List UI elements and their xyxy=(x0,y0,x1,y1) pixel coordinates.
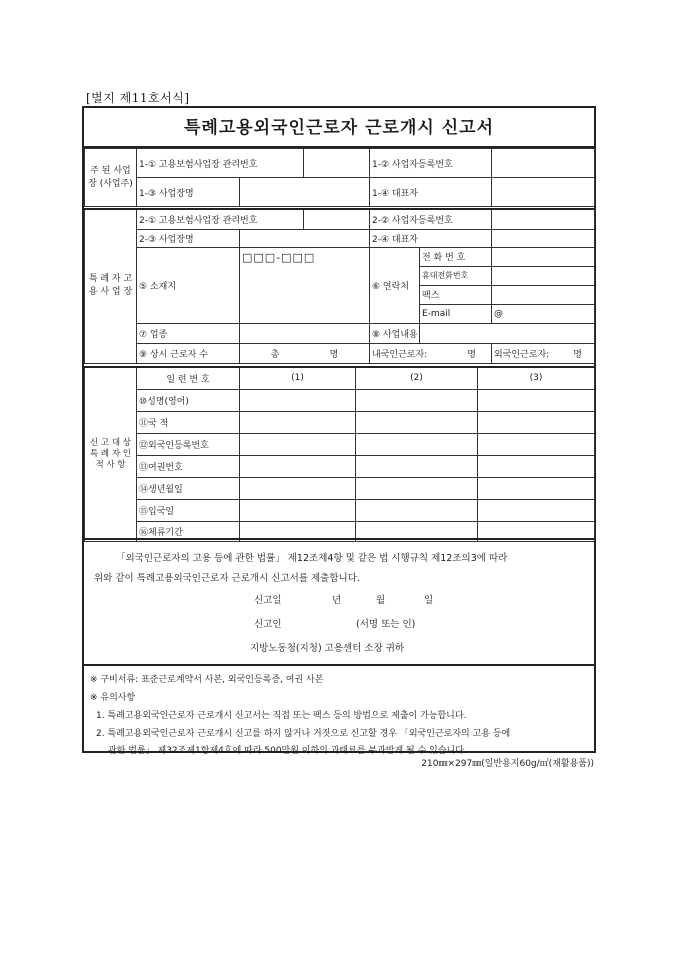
domestic-label: 내국인근로자: xyxy=(372,349,428,360)
address-field[interactable] xyxy=(240,247,370,323)
employer-insurance-no-label: 2-① 고용보험사업장 관리번호 xyxy=(137,209,304,229)
main-workplace-label: 주 된 사업장 (사업주) xyxy=(85,149,137,207)
caution-item-2a: 2. 특례고용외국인근로자 근로개시 신고를 하지 않거나 거짓으로 신고할 경우 「외국인근로자의 고용 등에 xyxy=(96,729,511,739)
postcode-boxes: □□□-□□□ xyxy=(242,250,316,264)
table-row xyxy=(85,455,595,477)
cell-input[interactable] xyxy=(478,477,595,499)
row-label: ⑬여권번호 xyxy=(137,455,240,477)
domestic-unit: 명 xyxy=(467,349,476,360)
declaration-line-1: 「외국인근로자의 고용 등에 관한 법률」 제12조제4항 및 같은 법 시행규칙 제12조의3에 따라 xyxy=(116,553,508,564)
main-representative-field[interactable] xyxy=(492,178,595,207)
table-row xyxy=(85,389,595,411)
row-label: ⑪국 적 xyxy=(137,411,240,433)
cell-input[interactable] xyxy=(356,389,478,411)
business-label: ⑧ 사업내용 xyxy=(370,323,420,343)
cell-input[interactable] xyxy=(478,455,595,477)
cell-input[interactable] xyxy=(356,433,478,455)
signature-label: (서명 또는 인) xyxy=(356,619,416,630)
subjects-section-label: 신 고 대 상 특 례 자 인 적 사 항 xyxy=(85,367,137,541)
form-number: [별지 제11호서식] xyxy=(86,91,190,105)
caution-item-1: 1. 특례고용외국인근로자 근로개시 신고서는 직접 또는 팩스 등의 방법으로 제출이 가능합니다. xyxy=(96,711,467,721)
mobile-label: 휴대전화번호 xyxy=(420,266,492,285)
cell-input[interactable] xyxy=(356,477,478,499)
table-row xyxy=(85,499,595,521)
caution-title: ※ 유의사항 xyxy=(90,693,136,703)
employer-workplace-name-field[interactable] xyxy=(240,229,370,247)
cell-input[interactable] xyxy=(240,411,356,433)
declaration-block xyxy=(84,538,594,664)
form-title: 특례고용외국인근로자 근로개시 신고서 xyxy=(84,108,594,148)
main-insurance-no-field[interactable] xyxy=(304,149,370,178)
main-representative-label: 1-④ 대표자 xyxy=(370,178,492,207)
caution-item-2b: 관한 법률」 제32조제1항제4호에 따라 500만원 이하의 과태료를 부과받게 될 수 있습니다. xyxy=(108,746,467,756)
domestic-workers-field[interactable] xyxy=(370,343,492,363)
cell-input[interactable] xyxy=(478,389,595,411)
column-3-header: (3) xyxy=(478,367,595,389)
fax-field[interactable] xyxy=(492,285,595,304)
total-workers-field[interactable] xyxy=(240,343,370,363)
cell-input[interactable] xyxy=(356,499,478,521)
cell-input[interactable] xyxy=(478,411,595,433)
cell-input[interactable] xyxy=(478,499,595,521)
reporter-label: 신고인 xyxy=(254,619,282,630)
employer-insurance-no-field[interactable] xyxy=(304,209,370,229)
notes-block xyxy=(84,664,594,756)
declaration-line-2: 위와 같이 특례고용외국인근로자 근로개시 신고서를 제출합니다. xyxy=(94,573,360,584)
address-label: ⑤ 소재지 xyxy=(137,247,240,323)
table-row xyxy=(85,433,595,455)
day-label: 일 xyxy=(424,595,434,606)
contact-label: ⑥ 연락처 xyxy=(370,247,420,323)
industry-field[interactable] xyxy=(240,323,370,343)
employer-biz-reg-no-field[interactable] xyxy=(492,209,595,229)
total-label: 총 xyxy=(270,349,280,360)
foreign-label: 외국인근로자: xyxy=(494,349,550,360)
row-label: ⑮입국일 xyxy=(137,499,240,521)
serial-label: 일 련 번 호 xyxy=(137,367,240,389)
paper-size-note: 210㎜×297㎜(일반용지60g/㎡(재활용품)) xyxy=(421,759,594,769)
year-label: 년 xyxy=(332,595,342,606)
industry-label: ⑦ 업종 xyxy=(137,323,240,343)
cell-input[interactable] xyxy=(240,455,356,477)
row-label: ⑯체류기간 xyxy=(137,521,240,541)
employer-table xyxy=(84,208,595,364)
row-label: ⑭생년월일 xyxy=(137,477,240,499)
subjects-table xyxy=(84,366,595,542)
employer-representative-label: 2-④ 대표자 xyxy=(370,229,492,247)
column-2-header: (2) xyxy=(356,367,478,389)
row-label: ⑫외국인등록번호 xyxy=(137,433,240,455)
month-label: 월 xyxy=(376,595,386,606)
cell-input[interactable] xyxy=(240,499,356,521)
date-label: 신고일 xyxy=(254,595,282,606)
row-label: ⑩성명(영어) xyxy=(137,389,240,411)
cell-input[interactable] xyxy=(240,389,356,411)
report-form xyxy=(82,106,596,756)
employer-section-label: 특 례 자 고 용 사 업 장 xyxy=(85,209,137,363)
cell-input[interactable] xyxy=(240,477,356,499)
main-workplace-table xyxy=(84,148,595,207)
foreign-unit: 명 xyxy=(573,349,582,360)
employer-workplace-name-label: 2-③ 사업장명 xyxy=(137,229,240,247)
column-1-header: (1) xyxy=(240,367,356,389)
main-workplace-name-field[interactable] xyxy=(240,178,370,207)
documents-note: ※ 구비서류: 표준근로계약서 사본, 외국인등록증, 여권 사본 xyxy=(90,675,324,685)
email-label: E-mail xyxy=(420,304,492,323)
main-workplace-name-label: 1-③ 사업장명 xyxy=(137,178,240,207)
regular-workers-label: ⑨ 상시 근로자 수 xyxy=(137,343,240,363)
business-field[interactable] xyxy=(420,323,595,343)
table-row xyxy=(85,477,595,499)
phone-label: 전 화 번 호 xyxy=(420,247,492,266)
recipient-label: 지방노동청(지청) 고용센터 소장 귀하 xyxy=(250,643,405,654)
email-at-sign: @ xyxy=(494,308,504,319)
main-insurance-no-label: 1-① 고용보험사업장 관리번호 xyxy=(137,149,304,178)
table-row xyxy=(85,411,595,433)
main-biz-reg-no-field[interactable] xyxy=(492,149,595,178)
employer-biz-reg-no-label: 2-② 사업자등록번호 xyxy=(370,209,492,229)
email-field[interactable] xyxy=(492,304,595,323)
total-unit: 명 xyxy=(329,349,339,360)
cell-input[interactable] xyxy=(240,433,356,455)
foreign-workers-field[interactable] xyxy=(492,343,595,363)
main-biz-reg-no-label: 1-② 사업자등록번호 xyxy=(370,149,492,178)
employer-representative-field[interactable] xyxy=(492,229,595,247)
mobile-field[interactable] xyxy=(492,266,595,285)
phone-field[interactable] xyxy=(492,247,595,266)
cell-input[interactable] xyxy=(356,455,478,477)
fax-label: 팩스 xyxy=(420,285,492,304)
cell-input[interactable] xyxy=(356,411,478,433)
cell-input[interactable] xyxy=(478,433,595,455)
